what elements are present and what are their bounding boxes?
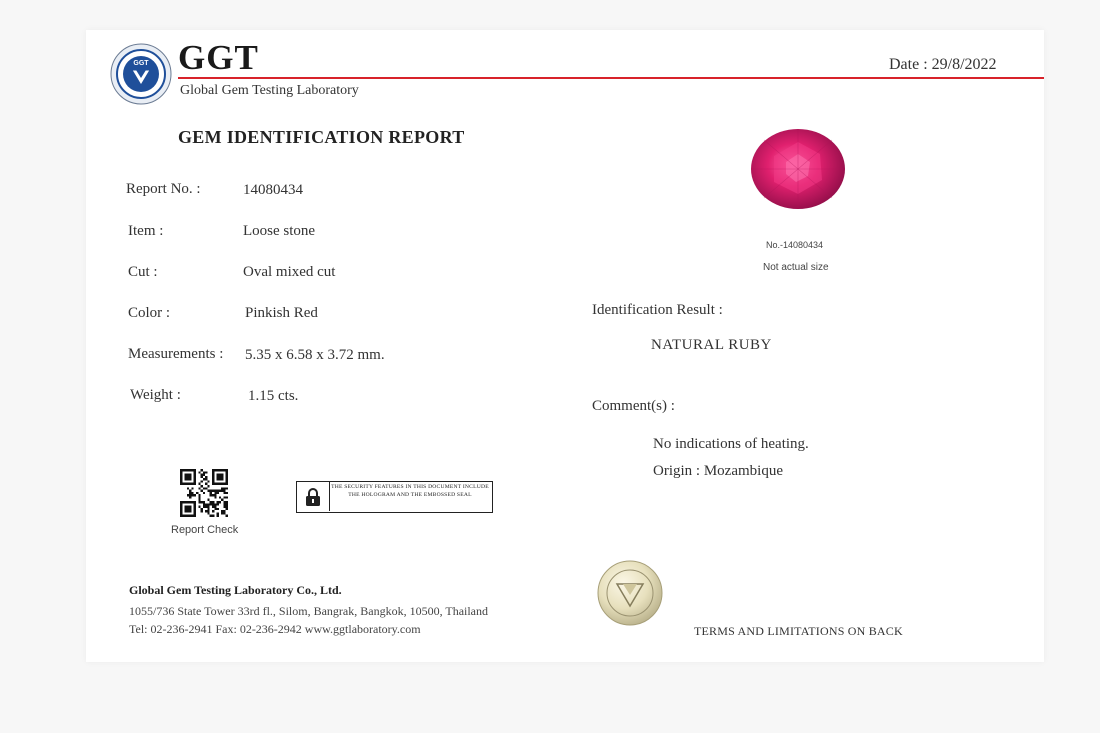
field-label-report-no: Report No. :: [126, 181, 201, 197]
field-label-measurements: Measurements :: [128, 346, 224, 362]
lab-name: Global Gem Testing Laboratory: [180, 83, 359, 98]
header-divider: [178, 77, 1044, 79]
comments-label: Comment(s) :: [592, 398, 675, 414]
date-value: 29/8/2022: [931, 56, 997, 73]
field-label-weight: Weight :: [130, 387, 181, 403]
identification-result-value: NATURAL RUBY: [651, 337, 772, 353]
embossed-hologram-seal: [597, 560, 663, 631]
field-label-color: Color :: [128, 305, 171, 321]
terms-link: TERMS AND LIMITATIONS ON BACK: [694, 624, 903, 638]
field-value-report-no: 14080434: [243, 182, 303, 198]
company-name: Global Gem Testing Laboratory Co., Ltd.: [129, 583, 342, 597]
field-value-cut: Oval mixed cut: [243, 264, 336, 280]
field-label-cut: Cut :: [128, 264, 158, 280]
photo-caption-size: Not actual size: [763, 262, 829, 273]
report-title: GEM IDENTIFICATION REPORT: [178, 127, 465, 147]
field-label-item: Item :: [128, 223, 164, 239]
lock-icon: [297, 482, 330, 511]
qr-code[interactable]: [180, 469, 228, 522]
comment-heating: No indications of heating.: [653, 436, 809, 452]
comment-origin: Origin : Mozambique: [653, 463, 783, 479]
certificate-card: [86, 30, 1044, 662]
field-value-weight: 1.15 cts.: [248, 388, 299, 404]
qr-caption: Report Check: [171, 524, 239, 536]
brand-title: GGT: [178, 38, 259, 77]
company-address: 1055/736 State Tower 33rd fl., Silom, Bangrak, Bangkok, 10500, Thailand: [129, 604, 489, 618]
photo-caption-number: No.-14080434: [766, 240, 824, 250]
report-date: [889, 56, 997, 74]
security-notice-box: [296, 481, 493, 513]
svg-text:GGT: GGT: [133, 60, 149, 67]
date-label: Date :: [889, 56, 928, 73]
field-value-color: Pinkish Red: [245, 305, 318, 321]
identification-result-label: Identification Result :: [592, 302, 723, 318]
company-contact: Tel: 02-236-2941 Fax: 02-236-2942 www.ggtlaboratory.com: [129, 622, 421, 636]
field-value-item: Loose stone: [243, 223, 316, 239]
field-value-measurements: 5.35 x 6.58 x 3.72 mm.: [245, 347, 385, 363]
gem-photo: [750, 128, 846, 215]
ggt-logo-seal: [110, 43, 172, 105]
security-notice-text: THE SECURITY FEATURES IN THIS DOCUMENT INCLUDE THE HOLOGRAM AND THE EMBOSSED SEAL: [331, 484, 489, 498]
